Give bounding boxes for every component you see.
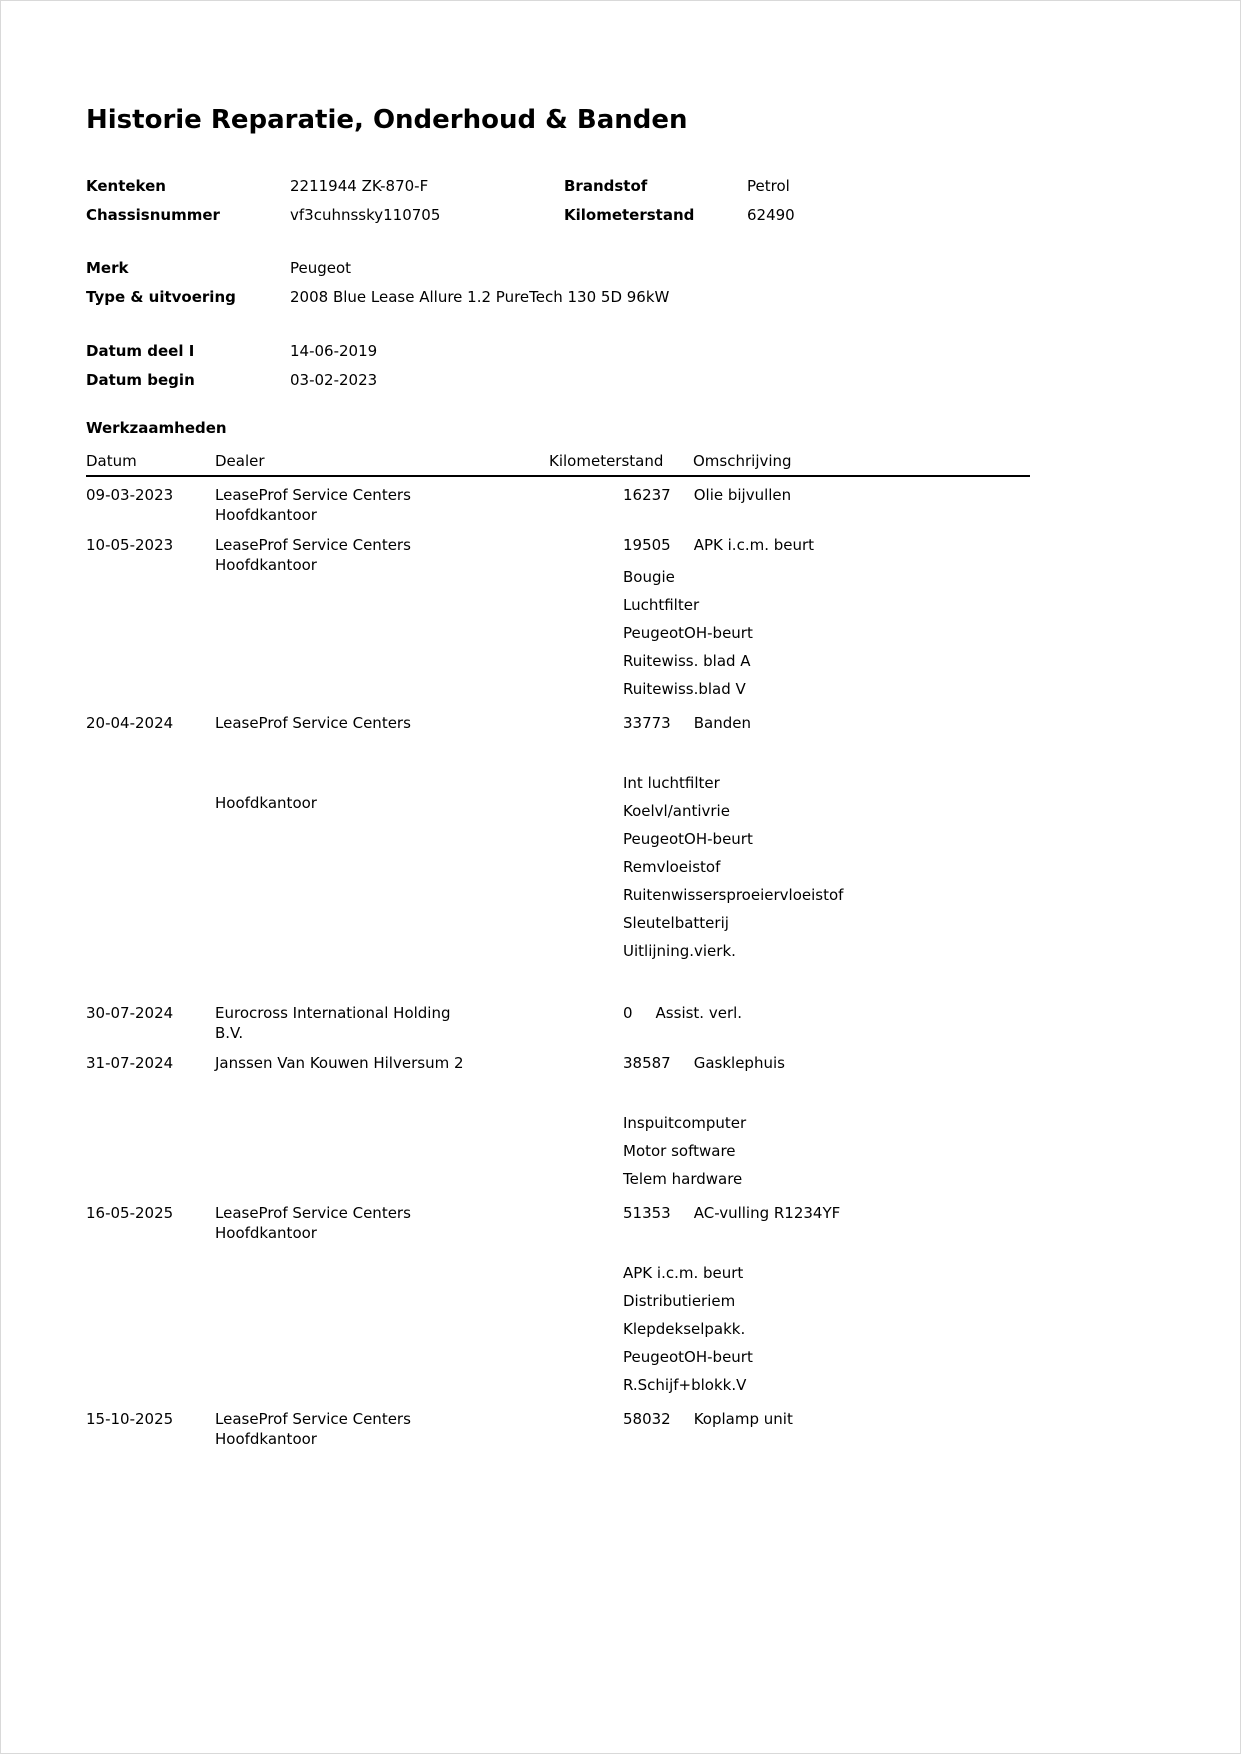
work-item: Uitlijning.vierk. <box>623 942 736 960</box>
type-uitvoering-label: Type & uitvoering <box>86 288 236 306</box>
work-item: Ruitewiss.blad V <box>623 680 746 698</box>
entry-description: Banden <box>693 714 751 732</box>
entry-main-line <box>623 1409 1030 1429</box>
entry-work <box>623 1203 1030 1399</box>
entry-kilometerstand: 19505 <box>623 536 671 554</box>
entry-description: Gasklephuis <box>693 1054 785 1072</box>
dealer-line: LeaseProf Service Centers <box>215 714 411 732</box>
entry-dealer <box>215 713 623 993</box>
entry-date: 10-05-2023 <box>86 536 174 554</box>
dealer-line: LeaseProf Service Centers <box>215 1204 411 1222</box>
work-item-list <box>623 741 1030 993</box>
dealer-line: LeaseProf Service Centers <box>215 486 411 504</box>
datum-deel-1-label: Datum deel I <box>86 342 195 360</box>
work-item: Ruitewiss. blad A <box>623 652 751 670</box>
work-item: Sleutelbatterij <box>623 914 729 932</box>
entry-work <box>623 535 1030 703</box>
dealer-line: Hoofdkantoor <box>215 794 317 812</box>
dealer-line <box>215 733 623 753</box>
page-title: Historie Reparatie, Onderhoud & Banden <box>86 105 688 135</box>
dates-section <box>86 341 1155 390</box>
entry-work <box>623 713 1030 993</box>
entry-main-line <box>623 713 1030 733</box>
dealer-line: LeaseProf Service Centers <box>215 536 411 554</box>
work-item-spacer <box>623 1231 1030 1259</box>
dealer-line: Hoofdkantoor <box>215 1224 317 1242</box>
work-item-list <box>623 1231 1030 1399</box>
entry-work <box>623 1409 1030 1449</box>
entry-kilometerstand: 33773 <box>623 714 671 732</box>
work-item: Telem hardware <box>623 1170 743 1188</box>
entry-description: Assist. verl. <box>655 1004 743 1022</box>
brandstof-value: Petrol <box>747 177 790 195</box>
table-header-row <box>86 451 1030 477</box>
chassisnummer-value: vf3cuhnssky110705 <box>290 206 441 224</box>
vehicle-id-section <box>86 176 1155 225</box>
entry-work <box>623 1003 1030 1043</box>
table-body <box>86 485 1030 1449</box>
entry-kilometerstand: 38587 <box>623 1054 671 1072</box>
work-item: PeugeotOH-beurt <box>623 830 753 848</box>
kilometerstand-label: Kilometerstand <box>564 206 695 224</box>
work-item: Inspuitcomputer <box>623 1114 747 1132</box>
entry-work <box>623 485 1030 525</box>
merk-label: Merk <box>86 259 129 277</box>
entry-kilometerstand: 0 <box>623 1004 633 1022</box>
dealer-line: Hoofdkantoor <box>215 556 317 574</box>
entry-work <box>623 1053 1030 1193</box>
work-item: APK i.c.m. beurt <box>623 1264 744 1282</box>
entry-description: AC-vulling R1234YF <box>693 1204 841 1222</box>
entry-dealer <box>215 535 623 703</box>
table-row <box>86 1203 1030 1399</box>
vehicle-type-section <box>86 258 1155 307</box>
entry-main-line <box>623 1003 1030 1023</box>
entry-main-line <box>623 1053 1030 1073</box>
entry-date: 09-03-2023 <box>86 486 174 504</box>
work-item: Motor software <box>623 1142 736 1160</box>
dealer-line <box>215 753 623 773</box>
table-row <box>86 1053 1030 1193</box>
type-uitvoering-value: 2008 Blue Lease Allure 1.2 PureTech 130 5D 96kW <box>290 288 670 306</box>
entry-dealer <box>215 1409 623 1449</box>
table-row <box>86 713 1030 993</box>
dealer-line: Eurocross International Holding <box>215 1004 451 1022</box>
entry-description: APK i.c.m. beurt <box>693 536 815 554</box>
work-item: PeugeotOH-beurt <box>623 1348 753 1366</box>
work-item-list <box>623 563 1030 703</box>
dealer-line <box>215 773 623 793</box>
chassisnummer-label: Chassisnummer <box>86 206 220 224</box>
entry-kilometerstand: 58032 <box>623 1410 671 1428</box>
table-row <box>86 1409 1030 1449</box>
work-item: Koelvl/antivrie <box>623 802 730 820</box>
datum-deel-1-value: 14-06-2019 <box>290 342 378 360</box>
work-item: Int luchtfilter <box>623 774 720 792</box>
dealer-line: LeaseProf Service Centers <box>215 1410 411 1428</box>
work-item: PeugeotOH-beurt <box>623 624 753 642</box>
entry-date: 30-07-2024 <box>86 1004 174 1022</box>
entry-dealer <box>215 485 623 525</box>
work-item: Remvloeistof <box>623 858 721 876</box>
work-item: Bougie <box>623 568 675 586</box>
work-item: Klepdekselpakk. <box>623 1320 746 1338</box>
entry-date: 31-07-2024 <box>86 1054 174 1072</box>
entry-dealer <box>215 1003 623 1043</box>
column-header-kilometerstand: Kilometerstand <box>549 452 664 470</box>
entry-kilometerstand: 16237 <box>623 486 671 504</box>
dealer-line: Hoofdkantoor <box>215 506 317 524</box>
brandstof-label: Brandstof <box>564 177 648 195</box>
entry-dealer <box>215 1053 623 1193</box>
entry-date: 15-10-2025 <box>86 1410 174 1428</box>
column-header-datum: Datum <box>86 452 137 470</box>
kenteken-label: Kenteken <box>86 177 166 195</box>
work-item-list <box>623 1081 1030 1193</box>
work-item-spacer <box>623 741 1030 769</box>
kenteken-value: 2211944 ZK-870-F <box>290 177 429 195</box>
column-header-dealer: Dealer <box>215 452 265 470</box>
werkzaamheden-section-title: Werkzaamheden <box>86 419 227 437</box>
table-row <box>86 1003 1030 1043</box>
dealer-line: B.V. <box>215 1024 244 1042</box>
merk-value: Peugeot <box>290 259 352 277</box>
entry-description: Koplamp unit <box>693 1410 793 1428</box>
kilometerstand-value: 62490 <box>747 206 795 224</box>
dealer-line: Hoofdkantoor <box>215 1430 317 1448</box>
work-item: Luchtfilter <box>623 596 700 614</box>
entry-main-line <box>623 535 1030 555</box>
datum-begin-value: 03-02-2023 <box>290 371 378 389</box>
table-row <box>86 485 1030 525</box>
work-item-spacer <box>623 965 1030 993</box>
entry-main-line <box>623 485 1030 505</box>
work-item-spacer <box>623 1081 1030 1109</box>
table-row <box>86 535 1030 703</box>
entry-dealer <box>215 1203 623 1399</box>
entry-description: Olie bijvullen <box>693 486 792 504</box>
werkzaamheden-table <box>86 451 1030 1449</box>
entry-date: 20-04-2024 <box>86 714 174 732</box>
work-item: Distributieriem <box>623 1292 736 1310</box>
entry-date: 16-05-2025 <box>86 1204 174 1222</box>
entry-main-line <box>623 1203 1030 1223</box>
entry-kilometerstand: 51353 <box>623 1204 671 1222</box>
work-item: Ruitenwissersproeiervloeistof <box>623 886 844 904</box>
dealer-line: Janssen Van Kouwen Hilversum 2 <box>215 1054 464 1072</box>
column-header-omschrijving: Omschrijving <box>693 452 792 470</box>
datum-begin-label: Datum begin <box>86 371 195 389</box>
work-item: R.Schijf+blokk.V <box>623 1376 747 1394</box>
